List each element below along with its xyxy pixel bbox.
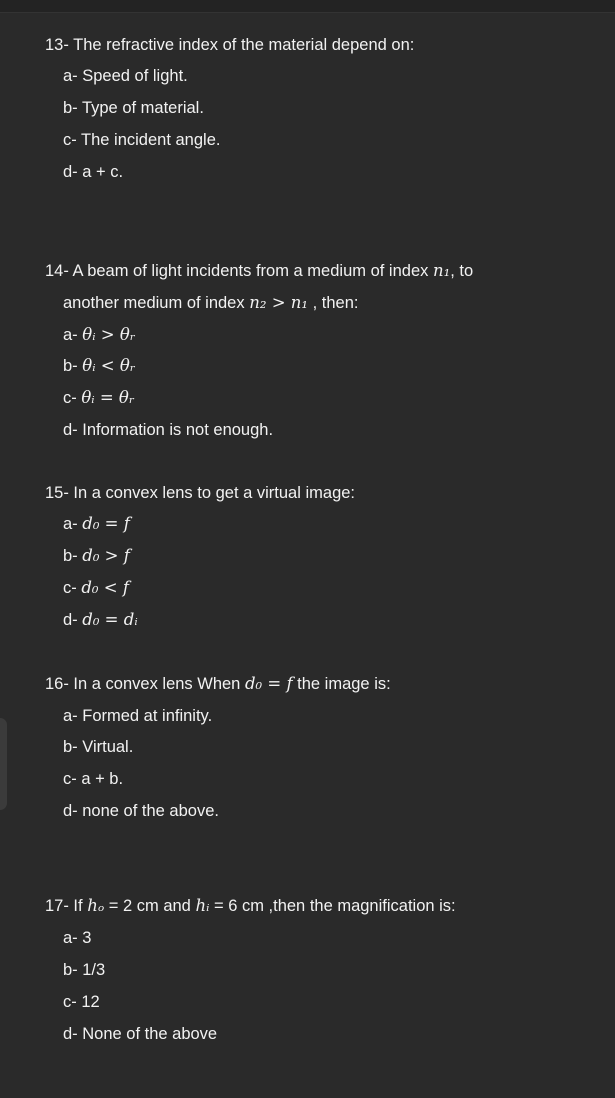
option-math: d₀ > f [82,546,130,565]
option-a [63,514,130,534]
question-stem: 13- The refractive index of the material depend on: [45,36,415,54]
option-label: c- [63,579,82,597]
option-math: d₀ = dᵢ [82,610,138,629]
option-c [63,388,135,408]
option-math: d₀ < f [81,578,129,597]
stem-math: hₒ [87,896,105,915]
option-d [63,610,138,630]
option-c: c- The incident angle. [63,131,221,149]
option-label: c- [63,389,82,407]
option-d: d- none of the above. [63,802,219,820]
option-b [63,356,136,376]
top-bar [0,0,615,13]
option-d: d- None of the above [63,1025,218,1043]
question-stem [45,261,473,281]
stem-text: 14- A beam of light incidents from a medium of index [45,262,433,280]
option-a [63,325,136,345]
stem-text: , to [450,262,474,280]
option-math: θᵢ < θᵣ [82,356,136,375]
option-a: a- 3 [63,929,92,947]
stem-text: 16- In a convex lens When [45,675,245,693]
stem-text: = 6 cm ,then the magnification is: [209,897,456,915]
option-b: b- 1/3 [63,961,106,979]
option-b [63,546,130,566]
option-label: b- [63,357,83,375]
option-label: b- [63,547,83,565]
question-stem-line2 [63,293,358,313]
option-c: c- 12 [63,993,100,1011]
option-c: c- a + b. [63,770,124,788]
stem-math: hᵢ [195,896,210,915]
option-b: b- Type of material. [63,99,204,117]
stem-math: d₀ = f [244,674,293,693]
option-label: d- [63,611,83,629]
option-math: d₀ = f [82,514,130,533]
question-stem [45,896,456,916]
option-label: a- [63,326,83,344]
stem-text: another medium of index [63,294,250,312]
question-stem: 15- In a convex lens to get a virtual image: [45,484,356,502]
option-d [63,420,273,440]
stem-text: the image is: [292,675,391,693]
stem-text: , then: [308,294,359,312]
side-scroll-tab[interactable] [0,718,7,810]
stem-math: n₂ > n₁ [249,293,309,312]
question-stem [45,674,391,694]
stem-text: = 2 cm and [104,897,196,915]
option-d: d- a + c. [63,163,124,181]
stem-text: 17- If [45,897,88,915]
option-math: θᵢ = θᵣ [81,388,135,407]
option-b: b- Virtual. [63,738,134,756]
option-label: a- [63,515,83,533]
option-a: a- Formed at infinity. [63,707,213,725]
option-math: θᵢ > θᵣ [82,325,136,344]
option-label: d- Information is not enough. [63,421,274,439]
option-a: a- Speed of light. [63,67,188,85]
option-c [63,578,129,598]
stem-math: n₁ [432,261,451,280]
